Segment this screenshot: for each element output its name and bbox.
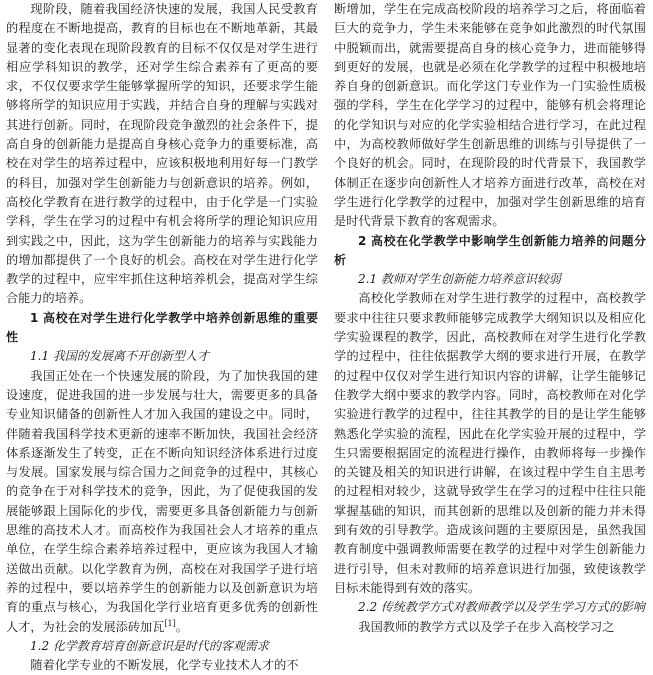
section-1-heading: 1 高校在对学生进行化学教学中培养创新思维的重要性 [6, 310, 318, 345]
subsection-2-1-paragraph: 高校化学教师在对学生进行教学的过程中，高校教学要求中往往只要求教师能够完成教学大纲知识以及相应化学实验课程的教学，因此，高校教师在对学生进行化学教学的过程中，往往依据教学大纲的要求进行开展，在教学的过程中仅仅对学生进行知识内容的讲解，让学生能够记住教学大纲中要求的教学内容。同时，高校教师在对化学实验进行教学的过程中，往往其教学的目的是让学生能够熟悉化学实验的流程，因此在化学实验开展的过程中，学生只需要根据固定的流程进行操作，由教师将每一步操作的关键及相关的知识进行讲解，在该过程中学生自主思考的过程相对较少，这就导致学生在学习的过程中往往只能掌握基础的知识，而其创新的思维以及创新的能力并未得到有效的引导教学。造成该问题的主要原因是，虽然我国教育制度中强调教师需要在教学的过程中对学生创新能力进行引导，但未对教师的培养意识进行加强，致使该教学目标未能得到有效的落实。 [334, 291, 646, 595]
subsection-2-2-heading: 2.2 传统教学方式对教师教学以及学生学习方式的影响 [358, 600, 645, 615]
subsection-1-1-text: 我国正处在一个快速发展的阶段，为了加快我国的建设速度，促进我国的进一步发展与壮大，需要更多的具备专业知识储备的创新性人才加入我国的建设之中。同时，伴随着我国科学技术更新的速率不断加快，我国社会经济体系逐渐发生了转变，正在不断向知识经济体系进行过度与发展。国家发展与综合国力之间竞争的过程中，其核心的竞争在于对科学技术的竞争，因此，为了促使我国的发展能够跟上国际化的步伐，需要更多具备创新能力与创新思维的高技术人才。而高校作为我国社会人才培养的重点单位，在学生综合素养培养过程中，更应该为我国人才输送做出贡献。以化学教育为例，高校在对我国学子进行培养的过程中，要以培养学生的创新能力以及创新意识为培育的重点与核心，为我国化学行业培育更多优秀的创新性人才，为社会的发展添砖加瓦 [6, 368, 318, 634]
continued-paragraph: 断增加，学生在完成高校阶段的培养学习之后，将面临着巨大的竞争力，学生未来能够在竞争如此激烈的时代氛围中脱颖而出，就需要提高自身的核心竞争力，进而能够得到更好的发展，也就是必须在化学教学的过程中积极地培养自身的创新意识。而化学这门专业作为一门实验性质极强的学科，学生在化学学习的过程中，能够有机会将理论的化学知识与对应的化学实验相结合进行学习，在此过程中，为高校教师做好学生创新思维的训练与引导提供了一个良好的机会。同时，在现阶段的时代背景下，我国教学体制正在逐步向创新性人才培养方面进行改革，高校在对学生进行化学教学的过程中，加强对学生创新思维的培育是时代背景下教育的客观需求。 [334, 2, 646, 229]
subsection-1-2-paragraph: 随着化学专业的不断发展，化学专业技术人才的不 [30, 658, 299, 673]
subsection-1-1-paragraph [6, 367, 318, 637]
subsection-2-1-heading: 2.1 教师对学生创新能力培养意识较弱 [358, 272, 561, 287]
subsection-2-2-paragraph: 我国教师的教学方式以及学子在步入高校学习之 [358, 619, 615, 634]
subsection-1-1-heading: 1.1 我国的发展离不开创新型人才 [30, 349, 209, 364]
right-column [334, 0, 646, 637]
subsection-1-2-heading: 1.2 化学教育培育创新意识是时代的客观需求 [30, 638, 269, 653]
subsection-1-1-period: 。 [175, 619, 188, 634]
citation-ref-1[interactable]: [1] [164, 618, 176, 628]
section-2-heading: 2 高校在化学教学中影响学生创新能力培养的问题分析 [334, 233, 646, 267]
left-column [6, 0, 318, 675]
intro-paragraph: 现阶段，随着我国经济快速的发展，我国人民受教育的程度在不断地提高，教育的目标也在不断地革新，其最显著的变化表现在现阶段教育的目标不仅仅是对学生进行相应学科知识的教学，还对学生综合素养有了更高的要求，不仅仅要求学生能够掌握所学的知识，还要求学生能够将所学的知识应用于实践，并结合自身的理解与实践对其进行创新。同时，在现阶段竞争激烈的社会条件下，提高自身的创新能力是提高自身核心竞争力的重要标准，高校在对学生的培养过程中，应该积极地利用好每一门教学的科目，加强对学生创新能力与创新意识的培养。例如，高校化学教育在进行教学的过程中，由于化学是一门实验学科，学生在学习的过程中有机会将所学的理论知识应用到实践之中，因此，这为学生创新能力的培养与实践能力的增加都提供了一个良好的机会。高校在对学生进行化学教学的过程中，应牢牢抓住这种培养机会，提高对学生综合能力的培养。 [6, 2, 318, 306]
